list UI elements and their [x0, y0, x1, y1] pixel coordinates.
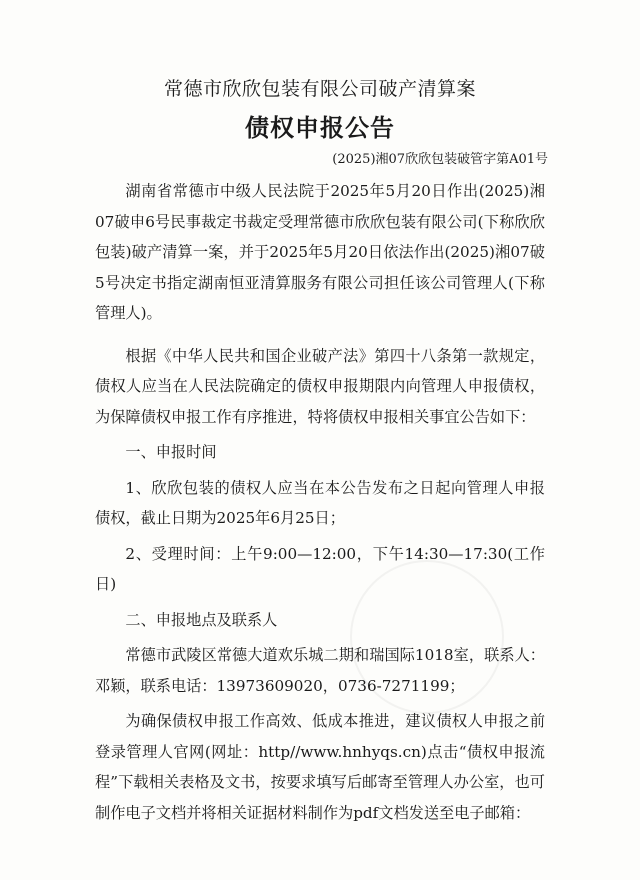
case-title: 常德市欣欣包装有限公司破产清算案	[163, 78, 476, 100]
paragraph-court-ruling: 湖南省常德市中级人民法院于2025年5月20日作出(2025)湘07破申6号民事裁定书裁定受理常德市欣欣包装有限公司(下称欣欣包装)破产清算一案，并于2025年5月20日依法作出(2025)湘07破5号决定书指定湖南恒亚清算服务有限公司担任该公司管理人(下称管理人)。	[95, 182, 545, 322]
section-heading-location: 二、申报地点及联系人	[125, 610, 278, 629]
time-item-hours: 2、受理时间：上午9:00—12:00，下午14:30—17:30(工作日)	[95, 544, 545, 593]
online-instructions: 为确保债权申报工作高效、低成本推进，建议债权人申报之前登录管理人官网(网址：http//www.hnhyqs.cn)点击“债权申报流程”下载相关表格及文书，按要求填写后邮寄至管理人办公室，也可制作电子文档并将相关证据材料制作为pdf文档发送至电子邮箱：	[95, 712, 545, 822]
section-heading-time: 一、申报时间	[125, 443, 217, 461]
location-contact: 常德市武陵区常德大道欢乐城二期和瑞国际1018室，联系人：邓颖，联系电话：13973609020，0736-7271199；	[95, 646, 545, 695]
notice-title: 债权申报公告	[245, 113, 395, 142]
time-item-deadline: 1、欣欣包装的债权人应当在本公告发布之日起向管理人申报债权，截止日期为2025年6月25日；	[95, 478, 545, 527]
document-number: (2025)湘07欣欣包装破管字第A01号	[332, 152, 548, 167]
paragraph-legal-basis: 根据《中华人民共和国企业破产法》第四十八条第一款规定，债权人应当在人民法院确定的债权申报期限内向管理人申报债权，为保障债权申报工作有序推进，特将债权申报相关事宜公告如下：	[95, 346, 545, 426]
document-body	[95, 176, 545, 840]
